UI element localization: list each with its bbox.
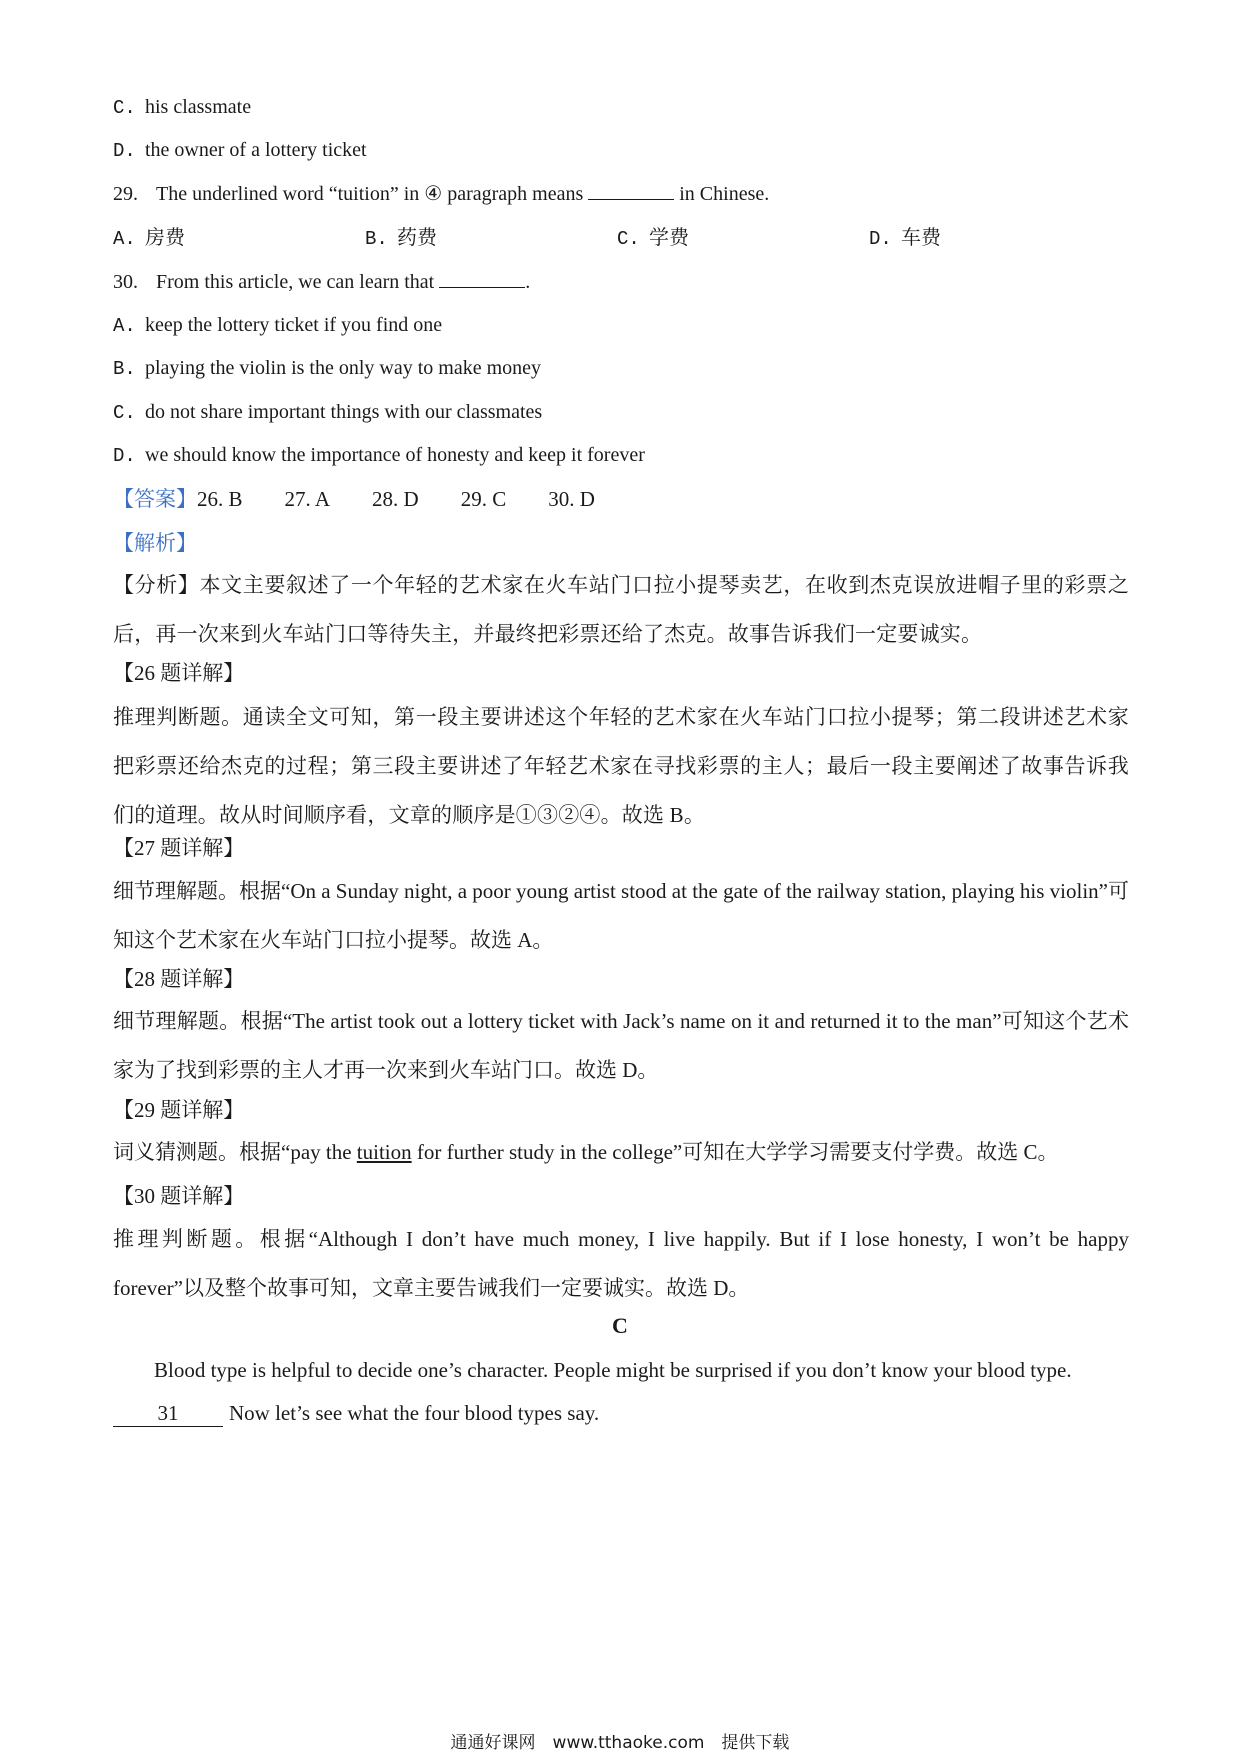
question-number: 30. bbox=[113, 271, 138, 293]
question-stem-end: . bbox=[525, 271, 531, 293]
detail-heading-30: 【30 题详解】 bbox=[113, 1184, 245, 1208]
blank-31: 31 bbox=[113, 1400, 223, 1427]
option-text: the owner of a lottery ticket bbox=[145, 139, 367, 161]
analysis-paragraph: 【分析】本文主要叙述了一个年轻的艺术家在火车站门口拉小提琴卖艺，在收到杰克误放进帽子里的彩票之后，再一次来到火车站门口等待失主，并最终把彩票还给了杰克。故事告诉我们一定要诚实。 bbox=[113, 573, 1129, 646]
option-letter: A. bbox=[113, 228, 136, 250]
detail-text-28: 细节理解题。根据“The artist took out a lottery ticket with Jack’s name on it and returned it to the man”可知这个艺术家为了找到彩票的主人才再一次来到火车站门口。故选 D。 bbox=[113, 1009, 1129, 1082]
q30-option-a bbox=[113, 310, 442, 341]
section-title: C bbox=[612, 1313, 628, 1338]
detail-text-part: 词义猜测题。根据“pay the bbox=[113, 1140, 357, 1164]
option-text: his classmate bbox=[145, 96, 252, 118]
option-letter: C. bbox=[617, 228, 640, 250]
option-text: 药费 bbox=[397, 227, 437, 249]
answer-item: 26. B bbox=[197, 487, 243, 511]
q28-option-d bbox=[113, 135, 367, 166]
option-text: do not share important things with our classmates bbox=[145, 401, 543, 423]
option-text: playing the violin is the only way to make money bbox=[145, 357, 542, 379]
q29-option-d bbox=[869, 223, 941, 254]
answer-item: 29. C bbox=[460, 487, 507, 511]
option-text: 学费 bbox=[649, 227, 689, 249]
detail-heading-27: 【27 题详解】 bbox=[113, 836, 245, 860]
answer-item: 30. D bbox=[548, 487, 595, 511]
question-stem: The underlined word “tuition” in ④ paragraph means bbox=[156, 183, 584, 205]
answer-item: 27. A bbox=[284, 487, 331, 511]
option-letter: B. bbox=[113, 358, 136, 380]
option-letter: D. bbox=[113, 140, 136, 162]
detail-heading-28: 【28 题详解】 bbox=[113, 967, 245, 991]
option-letter: D. bbox=[869, 228, 892, 250]
q30-option-c bbox=[113, 397, 542, 428]
answer-tag: 【答案】 bbox=[113, 487, 197, 511]
option-letter: A. bbox=[113, 315, 136, 337]
q28-option-c bbox=[113, 92, 251, 123]
q29-option-c bbox=[617, 223, 689, 254]
question-number: 29. bbox=[113, 183, 138, 205]
blank-31-line bbox=[113, 1398, 599, 1428]
answer-blank bbox=[439, 267, 525, 288]
answer-item: 28. D bbox=[372, 487, 419, 511]
answer-list bbox=[197, 484, 637, 514]
q29-option-b bbox=[365, 223, 437, 254]
section-intro: Blood type is helpful to decide one’s character. People might be surprised if you don’t know your blood type. bbox=[154, 1358, 1072, 1382]
analysis-tag: 【解析】 bbox=[113, 531, 197, 555]
q30-option-d bbox=[113, 440, 645, 471]
page-footer: 通通好课网 www.tthaoke.com 提供下载 bbox=[450, 1733, 790, 1753]
answer-blank bbox=[588, 179, 674, 200]
detail-text-26: 推理判断题。通读全文可知，第一段主要讲述这个年轻的艺术家在火车站门口拉小提琴；第二段讲述艺术家把彩票还给杰克的过程；第三段主要讲述了年轻艺术家在寻找彩票的主人；最后一段主要阐述了故事告诉我们的道理。故从时间顺序看，文章的顺序是①③②④。故选 B。 bbox=[113, 705, 1129, 827]
option-text: keep the lottery ticket if you find one bbox=[145, 314, 443, 336]
question-stem: From this article, we can learn that bbox=[156, 271, 435, 293]
underlined-word: tuition bbox=[356, 1140, 412, 1164]
option-text: 车费 bbox=[901, 227, 941, 249]
option-letter: D. bbox=[113, 445, 136, 467]
option-text: 房费 bbox=[145, 227, 185, 249]
detail-heading-26: 【26 题详解】 bbox=[113, 661, 245, 685]
option-letter: C. bbox=[113, 97, 136, 119]
question-29 bbox=[113, 179, 769, 209]
detail-text-part: for further study in the college”可知在大学学习需要支付学费。故选 C。 bbox=[411, 1140, 1059, 1164]
detail-heading-29: 【29 题详解】 bbox=[113, 1098, 245, 1122]
question-stem-end: in Chinese. bbox=[679, 183, 770, 205]
detail-text-30: 推理判断题。根据“Although I don’t have much money, I live happily. But if I lose honesty, I won’t be happy forever”以及整个故事可知，文章主要告诫我们一定要诚实。故选 D。 bbox=[113, 1227, 1129, 1300]
detail-text-27: 细节理解题。根据“On a Sunday night, a poor young artist stood at the gate of the railway station, playing his violin”可知这个艺术家在火车站门口拉小提琴。故选 A。 bbox=[113, 879, 1130, 952]
q30-option-b bbox=[113, 353, 541, 384]
option-letter: B. bbox=[365, 228, 388, 250]
option-text: we should know the importance of honesty and keep it forever bbox=[145, 444, 645, 466]
detail-text-29 bbox=[113, 1128, 1129, 1177]
answer-line bbox=[113, 484, 637, 514]
q29-option-a bbox=[113, 223, 185, 254]
blank-31-text: Now let’s see what the four blood types say. bbox=[229, 1401, 600, 1425]
option-letter: C. bbox=[113, 402, 136, 424]
question-30 bbox=[113, 267, 530, 297]
